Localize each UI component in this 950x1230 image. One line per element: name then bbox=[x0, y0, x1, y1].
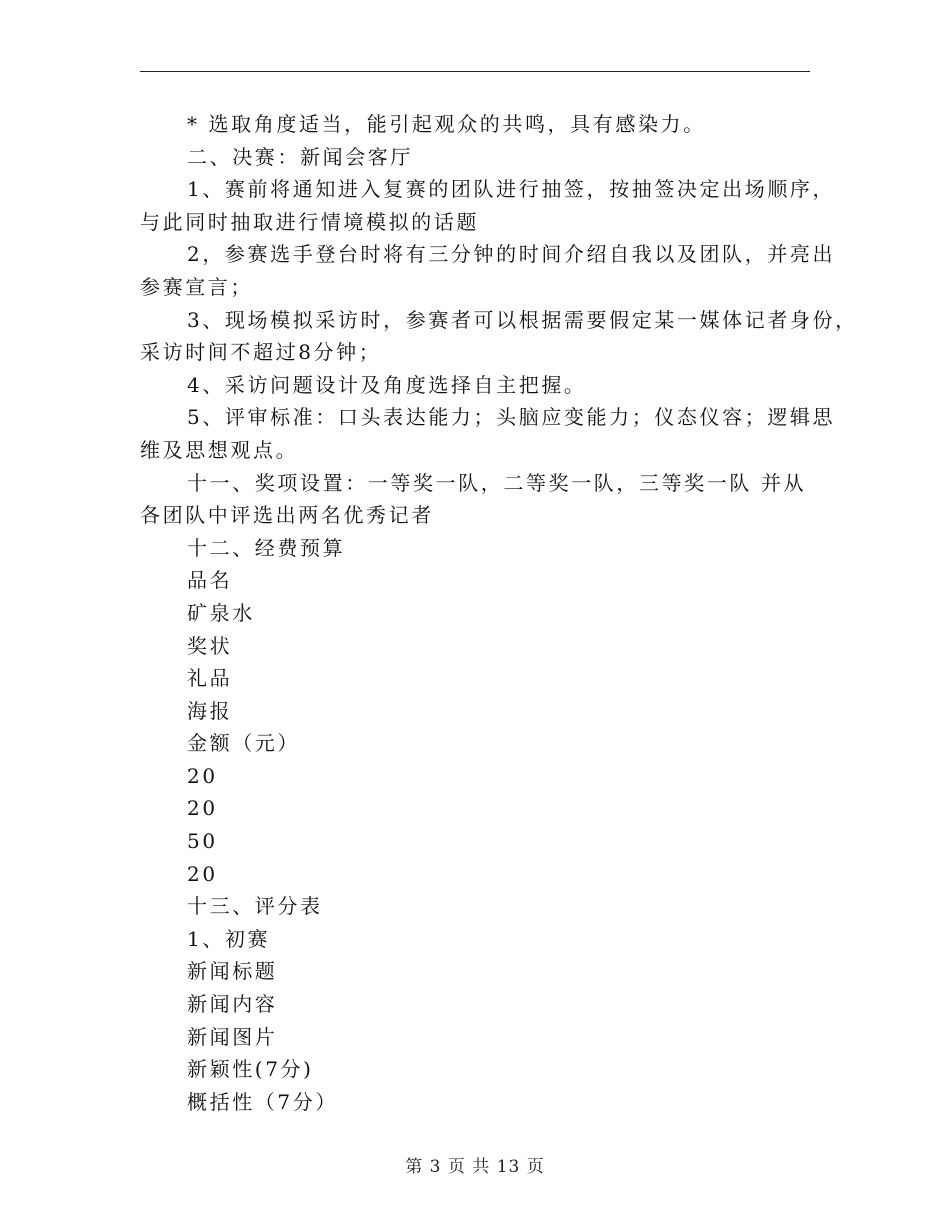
page-number-label: 第 3 页 共 13 页 bbox=[405, 1157, 545, 1177]
text-line: 维及思想观点。 bbox=[140, 437, 299, 462]
text-line: 概括性（7分） bbox=[187, 1089, 338, 1114]
text-line: 矿泉水 bbox=[187, 600, 255, 625]
text-line: 5、评审标准：口头表达能力；头脑应变能力；仪态仪容；逻辑思 bbox=[187, 405, 836, 430]
text-line: 十三、评分表 bbox=[187, 894, 323, 919]
text-line: 4、采访问题设计及角度选择自主把握。 bbox=[187, 372, 587, 397]
text-line: 十二、经费预算 bbox=[187, 535, 346, 560]
text-line: 3、现场模拟采访时，参赛者可以根据需要假定某一媒体记者身份， bbox=[187, 307, 858, 332]
page-footer bbox=[0, 1152, 950, 1177]
text-line: 2，参赛选手登台时将有三分钟的时间介绍自我以及团队，并亮出 bbox=[187, 242, 836, 267]
text-line: 十一、奖项设置：一等奖一队，二等奖一队，三等奖一队 并从 bbox=[187, 470, 807, 495]
text-line: 各团队中评选出两名优秀记者 bbox=[140, 503, 434, 528]
text-line: 新闻标题 bbox=[187, 959, 278, 984]
text-line: 20 bbox=[187, 796, 218, 821]
text-line: 品名 bbox=[187, 568, 233, 593]
text-line: 1、初赛 bbox=[187, 926, 271, 951]
text-line: 采访时间不超过8分钟； bbox=[140, 340, 382, 365]
text-line: 与此同时抽取进行情境模拟的话题 bbox=[140, 209, 479, 234]
text-line: 奖状 bbox=[187, 633, 233, 658]
text-line: 海报 bbox=[187, 698, 233, 723]
text-line: 20 bbox=[187, 861, 218, 886]
text-line: * 选取角度适当，能引起观众的共鸣，具有感染力。 bbox=[187, 112, 706, 136]
text-line: 20 bbox=[187, 763, 218, 788]
text-line: 礼品 bbox=[187, 666, 233, 691]
header-rule bbox=[140, 71, 810, 72]
text-line: 新闻图片 bbox=[187, 1024, 278, 1049]
text-line: 新颖性(7分) bbox=[187, 1057, 314, 1082]
text-line: 参赛宣言； bbox=[140, 274, 253, 299]
text-line: 新闻内容 bbox=[187, 992, 278, 1017]
text-line: 1、赛前将通知进入复赛的团队进行抽签，按抽签决定出场顺序， bbox=[187, 177, 836, 202]
text-line: 金额（元） bbox=[187, 731, 300, 756]
text-line: 50 bbox=[187, 829, 218, 854]
text-line: 二、决赛：新闻会客厅 bbox=[187, 144, 413, 169]
document-body bbox=[140, 108, 858, 1118]
